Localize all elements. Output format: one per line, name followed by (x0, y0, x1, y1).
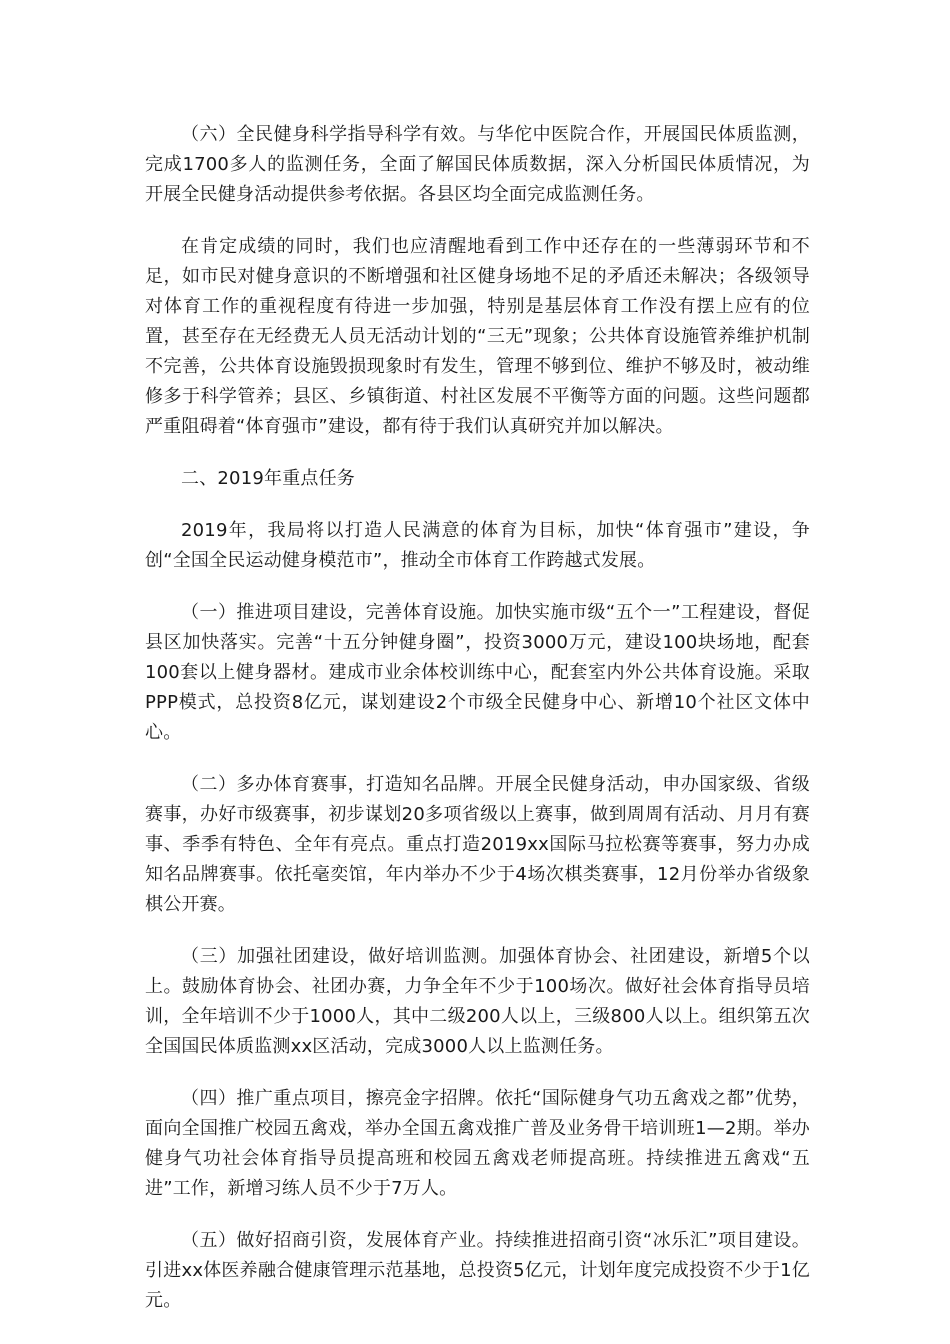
section-heading-2019-tasks: 二、2019年重点任务 (181, 468, 356, 489)
paragraph-shortcomings: 在肯定成绩的同时，我们也应清醒地看到工作中还存在的一些薄弱环节和不足，如市民对健身意识的不断增强和社区健身场地不足的矛盾还未解决；各级领导对体育工作的重视程度有待进一步加强，特别是基层体育工作没有摆上应有的位置，甚至存在无经费无人员无活动计划的“三无”现象；公共体育设施管养维护机制不完善，公共体育设施毁损现象时有发生，管理不够到位、维护不够及时，被动维修多于科学管养；县区、乡镇街道、村社区发展不平衡等方面的问题。这些问题都严重阻碍着“体育强市”建设，都有待于我们认真研究并加以解决。 (145, 236, 810, 437)
paragraph-task-three: （三）加强社团建设，做好培训监测。加强体育协会、社团建设，新增5个以上。鼓励体育协会、社团办赛，力争全年不少于100场次。做好社会体育指导员培训，全年培训不少于1000人，其中二级200人以上，三级800人以上。组织第五次全国国民体质监测xx区活动，完成3000人以上监测任务。 (145, 946, 810, 1057)
paragraph-task-four: （四）推广重点项目，擦亮金字招牌。依托“国际健身气功五禽戏之都”优势，面向全国推广校园五禽戏，举办全国五禽戏推广普及业务骨干培训班1—2期。举办健身气功社会体育指导员提高班和校园五禽戏老师提高班。持续推进五禽戏“五进”工作，新增习练人员不少于7万人。 (145, 1088, 810, 1199)
paragraph-2019-goal: 2019年，我局将以打造人民满意的体育为目标，加快“体育强市”建设，争创“全国全民运动健身模范市”，推动全市体育工作跨越式发展。 (145, 520, 810, 571)
paragraph-section-six: （六）全民健身科学指导科学有效。与华佗中医院合作，开展国民体质监测，完成1700多人的监测任务，全面了解国民体质数据，深入分析国民体质情况，为开展全民健身活动提供参考依据。各县区均全面完成监测任务。 (145, 124, 810, 205)
paragraph-task-one: （一）推进项目建设，完善体育设施。加快实施市级“五个一”工程建设，督促县区加快落实。完善“十五分钟健身圈”，投资3000万元，建设100块场地，配套100套以上健身器材。建成市业余体校训练中心，配套室内外公共体育设施。采取PPP模式，总投资8亿元，谋划建设2个市级全民健身中心、新增10个社区文体中心。 (145, 602, 810, 743)
document-body (145, 120, 810, 1316)
paragraph-task-two: （二）多办体育赛事，打造知名品牌。开展全民健身活动，申办国家级、省级赛事，办好市级赛事，初步谋划20多项省级以上赛事，做到周周有活动、月月有赛事、季季有特色、全年有亮点。重点打造2019xx国际马拉松赛等赛事，努力办成知名品牌赛事。依托毫奕馆，年内举办不少于4场次棋类赛事，12月份举办省级象棋公开赛。 (145, 774, 810, 915)
paragraph-task-five: （五）做好招商引资，发展体育产业。持续推进招商引资“冰乐汇”项目建设。引进xx体医养融合健康管理示范基地，总投资5亿元，计划年度完成投资不少于1亿元。 (145, 1230, 810, 1311)
